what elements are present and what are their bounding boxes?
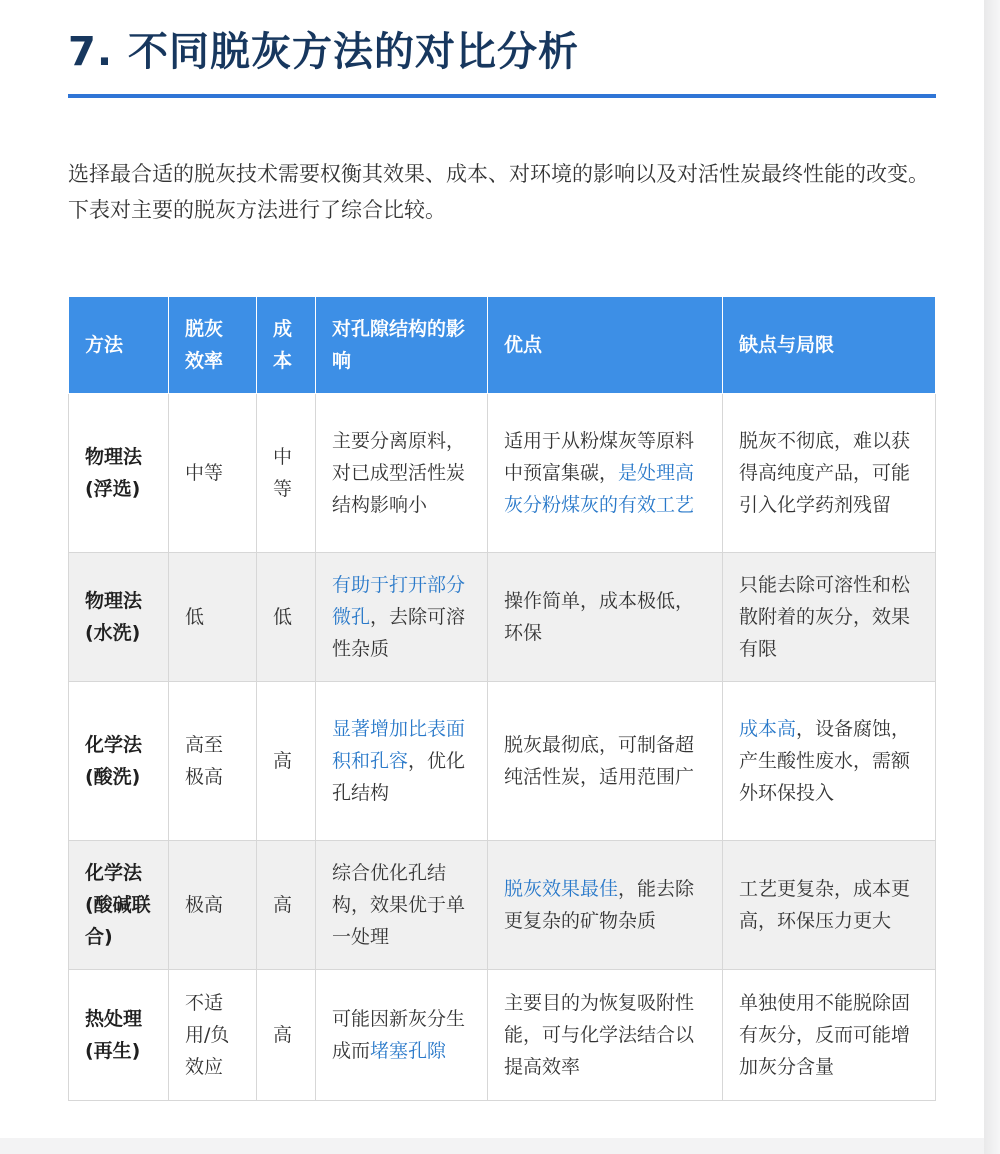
cost-cell: 中等 bbox=[257, 394, 316, 553]
method-cell: 物理法(水洗) bbox=[69, 553, 169, 682]
pros-highlight: 脱灰效果最佳 bbox=[504, 878, 619, 900]
table-header-row bbox=[69, 297, 936, 394]
efficiency-cell: 极高 bbox=[169, 841, 257, 970]
header-pros: 优点 bbox=[488, 297, 723, 394]
cons-cell bbox=[723, 841, 936, 970]
title-underline bbox=[68, 94, 936, 98]
pros-cell bbox=[488, 682, 723, 841]
pros-text-end: ，能去除更复杂的矿物杂质 bbox=[504, 878, 695, 932]
cons-text: 工艺更复杂，成本更高，环保压力更大 bbox=[739, 878, 911, 932]
pros-text: 适用于从粉煤灰等原料中预富集碳， bbox=[504, 430, 695, 484]
pros-text: 操作简单，成本极低，环保 bbox=[504, 590, 695, 644]
pore-text: 综合优化孔结构，效果优于单一处理 bbox=[332, 862, 466, 948]
pore-cell bbox=[316, 553, 488, 682]
pros-text: 脱灰最彻底，可制备超纯活性炭，适用范围广 bbox=[504, 734, 695, 788]
cons-cell bbox=[723, 394, 936, 553]
table-row bbox=[69, 394, 936, 553]
table-row bbox=[69, 841, 936, 970]
pore-text-end: ，优化孔结构 bbox=[332, 750, 466, 804]
table-row bbox=[69, 970, 936, 1101]
efficiency-cell: 低 bbox=[169, 553, 257, 682]
pore-cell bbox=[316, 841, 488, 970]
method-cell: 化学法(酸洗) bbox=[69, 682, 169, 841]
cons-text: 单独使用不能脱除固有灰分，反而可能增加灰分含量 bbox=[739, 992, 911, 1078]
header-pore-impact: 对孔隙结构的影响 bbox=[316, 297, 488, 394]
header-cost: 成本 bbox=[257, 297, 316, 394]
pore-cell bbox=[316, 394, 488, 553]
pore-highlight: 堵塞孔隙 bbox=[370, 1040, 447, 1062]
header-method: 方法 bbox=[69, 297, 169, 394]
pore-cell bbox=[316, 682, 488, 841]
pros-highlight: 是处理高灰分粉煤灰的有效工艺 bbox=[504, 462, 695, 516]
efficiency-cell: 不适用/负效应 bbox=[169, 970, 257, 1101]
pore-cell bbox=[316, 970, 488, 1101]
table-row bbox=[69, 682, 936, 841]
pros-cell bbox=[488, 970, 723, 1101]
efficiency-cell: 中等 bbox=[169, 394, 257, 553]
efficiency-cell: 高至极高 bbox=[169, 682, 257, 841]
cons-text-end: ，设备腐蚀，产生酸性废水，需额外环保投入 bbox=[739, 718, 911, 804]
cost-cell: 高 bbox=[257, 682, 316, 841]
pore-text: 主要分离原料，对已成型活性炭结构影响小 bbox=[332, 430, 466, 516]
cost-cell: 高 bbox=[257, 841, 316, 970]
cons-cell bbox=[723, 682, 936, 841]
method-cell: 化学法(酸碱联合) bbox=[69, 841, 169, 970]
cons-text: 脱灰不彻底，难以获得高纯度产品，可能引入化学药剂残留 bbox=[739, 430, 911, 516]
method-cell: 物理法(浮选) bbox=[69, 394, 169, 553]
cons-cell bbox=[723, 970, 936, 1101]
pros-text: 主要目的为恢复吸附性能，可与化学法结合以提高效率 bbox=[504, 992, 695, 1078]
pore-highlight: 有助于打开部分微孔 bbox=[332, 574, 466, 628]
cost-cell: 低 bbox=[257, 553, 316, 682]
table-row bbox=[69, 553, 936, 682]
intro-paragraph: 选择最合适的脱灰技术需要权衡其效果、成本、对环境的影响以及对活性炭最终性能的改变。下表对主要的脱灰方法进行了综合比较。 bbox=[68, 162, 929, 222]
header-efficiency: 脱灰效率 bbox=[169, 297, 257, 394]
comparison-table bbox=[68, 296, 936, 1101]
pore-text: 可能因新灰分生成而 bbox=[332, 1008, 466, 1062]
page-edge-shadow bbox=[984, 0, 1000, 1154]
section-title: 7. 不同脱灰方法的对比分析 bbox=[68, 29, 579, 75]
cons-highlight: 成本高 bbox=[739, 718, 797, 740]
pros-cell bbox=[488, 553, 723, 682]
pore-text-end: ，去除可溶性杂质 bbox=[332, 606, 466, 660]
method-cell: 热处理(再生) bbox=[69, 970, 169, 1101]
cons-text: 只能去除可溶性和松散附着的灰分，效果有限 bbox=[739, 574, 911, 660]
cons-cell bbox=[723, 553, 936, 682]
pore-highlight: 显著增加比表面积和孔容 bbox=[332, 718, 466, 772]
pros-cell bbox=[488, 841, 723, 970]
pros-cell bbox=[488, 394, 723, 553]
header-cons: 缺点与局限 bbox=[723, 297, 936, 394]
cost-cell: 高 bbox=[257, 970, 316, 1101]
